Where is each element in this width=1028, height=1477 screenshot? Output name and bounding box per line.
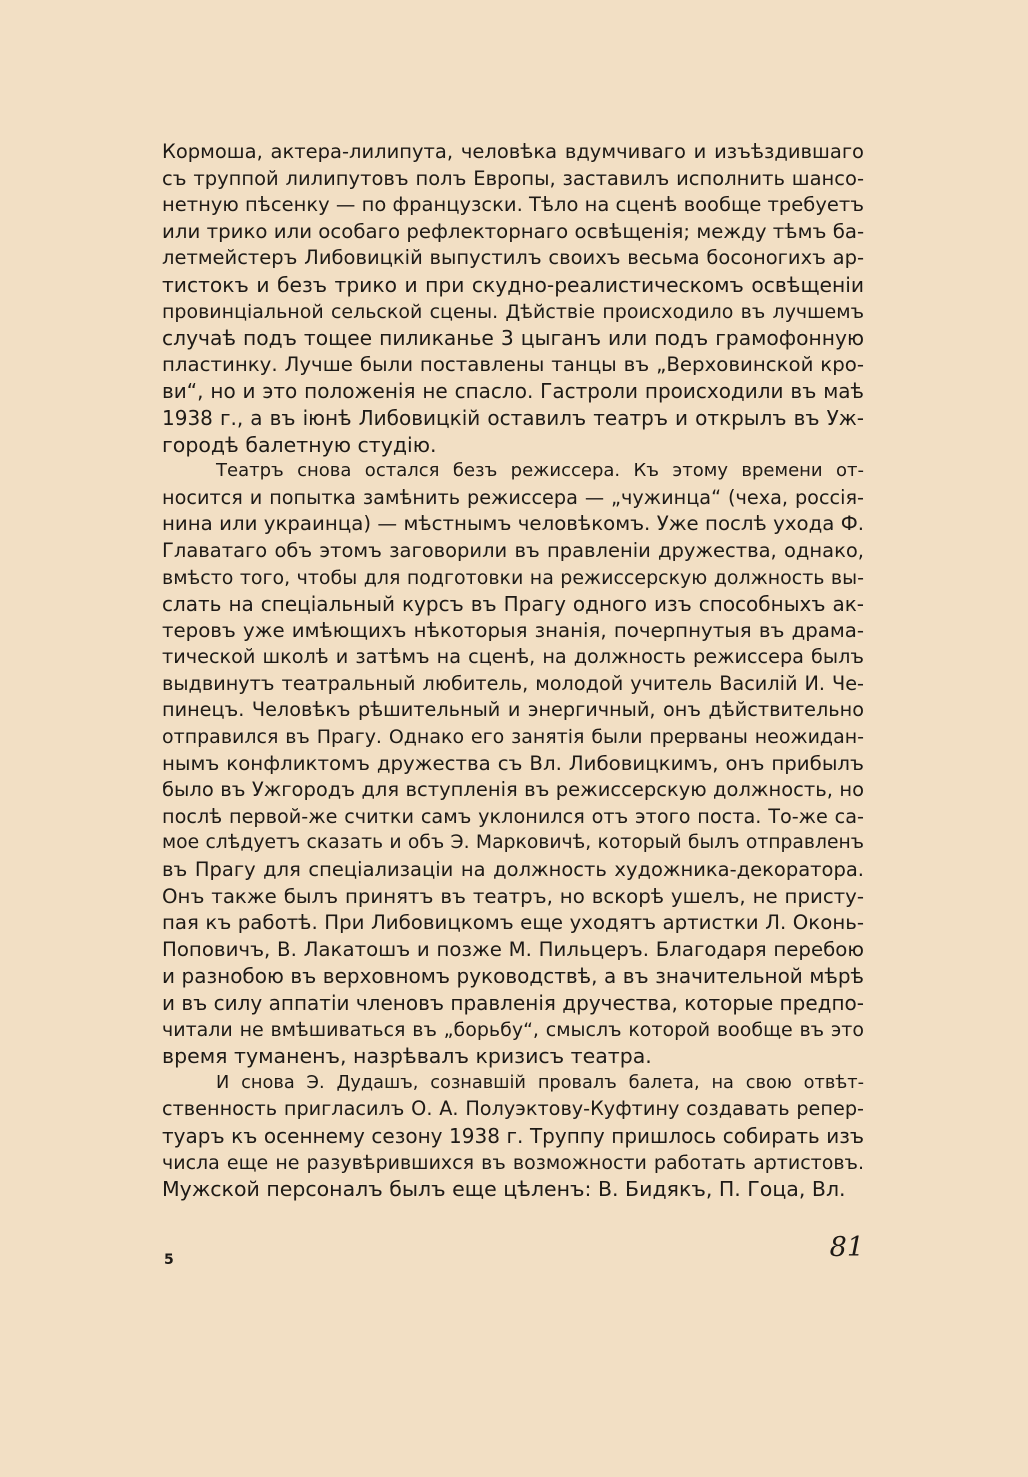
text-line: пинецъ. Человѣкъ рѣшительный и энергичный, онъ дѣйствительно	[162, 698, 864, 722]
text-line: выдвинутъ театральный любитель, молодой учитель Василій И. Че-	[162, 671, 864, 695]
text-line: время туманенъ, назрѣвалъ кризисъ театра.	[162, 1044, 652, 1069]
text-line: съ труппой лилипутовъ полъ Европы, заставилъ исполнить шансо-	[162, 166, 864, 190]
text-line: 1938 г., а въ іюнѣ Либовицкій оставилъ театръ и открылъ въ Уж-	[162, 405, 864, 430]
text-line: или трико или особаго рефлекторнаго освѣщенія; между тѣмъ ба-	[162, 219, 865, 243]
text-line: Поповичъ, В. Лакатошъ и позже М. Пильцеръ. Благодаря перебою	[162, 937, 864, 961]
text-line: тической школѣ и затѣмъ на сценѣ, на должность режиссера былъ	[162, 645, 864, 669]
paragraph	[162, 139, 864, 458]
text-line: послѣ первой-же считки самъ уклонился отъ этого поста. То-же са-	[162, 804, 864, 828]
text-line: и въ силу аппатіи членовъ правленія дручества, которые предпо-	[162, 991, 864, 1015]
text-line: слать на спеціальный курсъ въ Прагу одного изъ способныхъ ак-	[162, 592, 864, 617]
text-line: летмейстеръ Либовицкій выпустилъ своихъ весьма босоногихъ ар-	[162, 246, 864, 270]
text-line: нина или украинца) — мѣстнымъ человѣкомъ. Уже послѣ ухода Ф.	[162, 512, 864, 536]
text-line: провинціальной сельской сцены. Дѣйствіе происходило въ лучшемъ	[162, 300, 864, 323]
signature-mark: 5	[164, 1252, 174, 1268]
text-line: носится и попытка замѣнить режиссера — „чужинца“ (чеха, россія-	[162, 485, 864, 509]
paragraph	[162, 1070, 864, 1203]
text-line: ственность пригласилъ О. А. Полуэктову-Куфтину создавать репер-	[162, 1097, 864, 1121]
page-number: 81	[829, 1232, 864, 1263]
text-line: пластинку. Лучше были поставлены танцы въ „Верховинской кро-	[162, 352, 864, 376]
text-line: Онъ также былъ принятъ въ театръ, но вскорѣ ушелъ, не присту-	[162, 884, 864, 908]
text-line: отправился въ Прагу. Однако его занятія были прерваны неожидан-	[162, 726, 864, 749]
text-line: читали не вмѣшиваться въ „борьбу“, смыслъ которой вообще въ это	[162, 1018, 864, 1041]
text-line: нетную пѣсенку — по французски. Тѣло на сценѣ вообще требуетъ	[162, 193, 864, 217]
text-line: И снова Э. Дудашъ, сознавшій провалъ балета, на свою отвѣт-	[216, 1072, 864, 1093]
text-line: въ Прагу для спеціализаціи на должность художника-декоратора.	[162, 858, 864, 882]
text-line: Главатаго объ этомъ заговорили въ правленіи дружества, однако,	[162, 538, 864, 562]
text-line: нымъ конфликтомъ дружества съ Вл. Либовицкимъ, онъ прибылъ	[162, 751, 864, 775]
text-line: случаѣ подъ тощее пиликанье 3 цыганъ или подъ грамофонную	[162, 326, 864, 351]
text-line: теровъ уже имѣющихъ нѣкоторыя знанія, почерпнутыя въ драма-	[162, 618, 864, 642]
text-line: вмѣсто того, чтобы для подготовки на режиссерскую должность вы-	[162, 566, 864, 589]
text-line: туаръ къ осеннему сезону 1938 г. Труппу пришлось собирать изъ	[162, 1123, 864, 1148]
text-line: и разнобою въ верховномъ руководствѣ, а въ значительной мѣрѣ	[162, 964, 864, 989]
body-text	[162, 139, 864, 1203]
text-line: было въ Ужгородъ для вступленія въ режиссерскую должность, но	[162, 778, 864, 802]
text-line: Мужской персоналъ былъ еще цѣленъ: В. Бидякъ, П. Гоца, Вл.	[162, 1177, 846, 1202]
text-line: ви“, но и это положенія не спасло. Гастроли происходили въ маѣ	[162, 379, 864, 404]
text-line: мое слѣдуетъ сказать и объ Э. Марковичѣ, который былъ отправленъ	[162, 832, 864, 854]
text-line: Театръ снова остался безъ режиссера. Къ этому времени от-	[216, 460, 864, 482]
text-line: Кормоша, актера-лилипута, человѣка вдумчиваго и изъѣздившаго	[162, 140, 864, 163]
text-line: тистокъ и безъ трико и при скудно-реалистическомъ освѣщеніи	[162, 272, 864, 297]
paragraph	[162, 458, 864, 1070]
text-line: числа еще не разувѣрившихся въ возможности работать артистовъ.	[162, 1151, 864, 1174]
text-line: городѣ балетную студію.	[162, 432, 437, 457]
text-line: пая къ работѣ. При Либовицкомъ еще уходятъ артистки Л. Оконь-	[162, 911, 864, 935]
